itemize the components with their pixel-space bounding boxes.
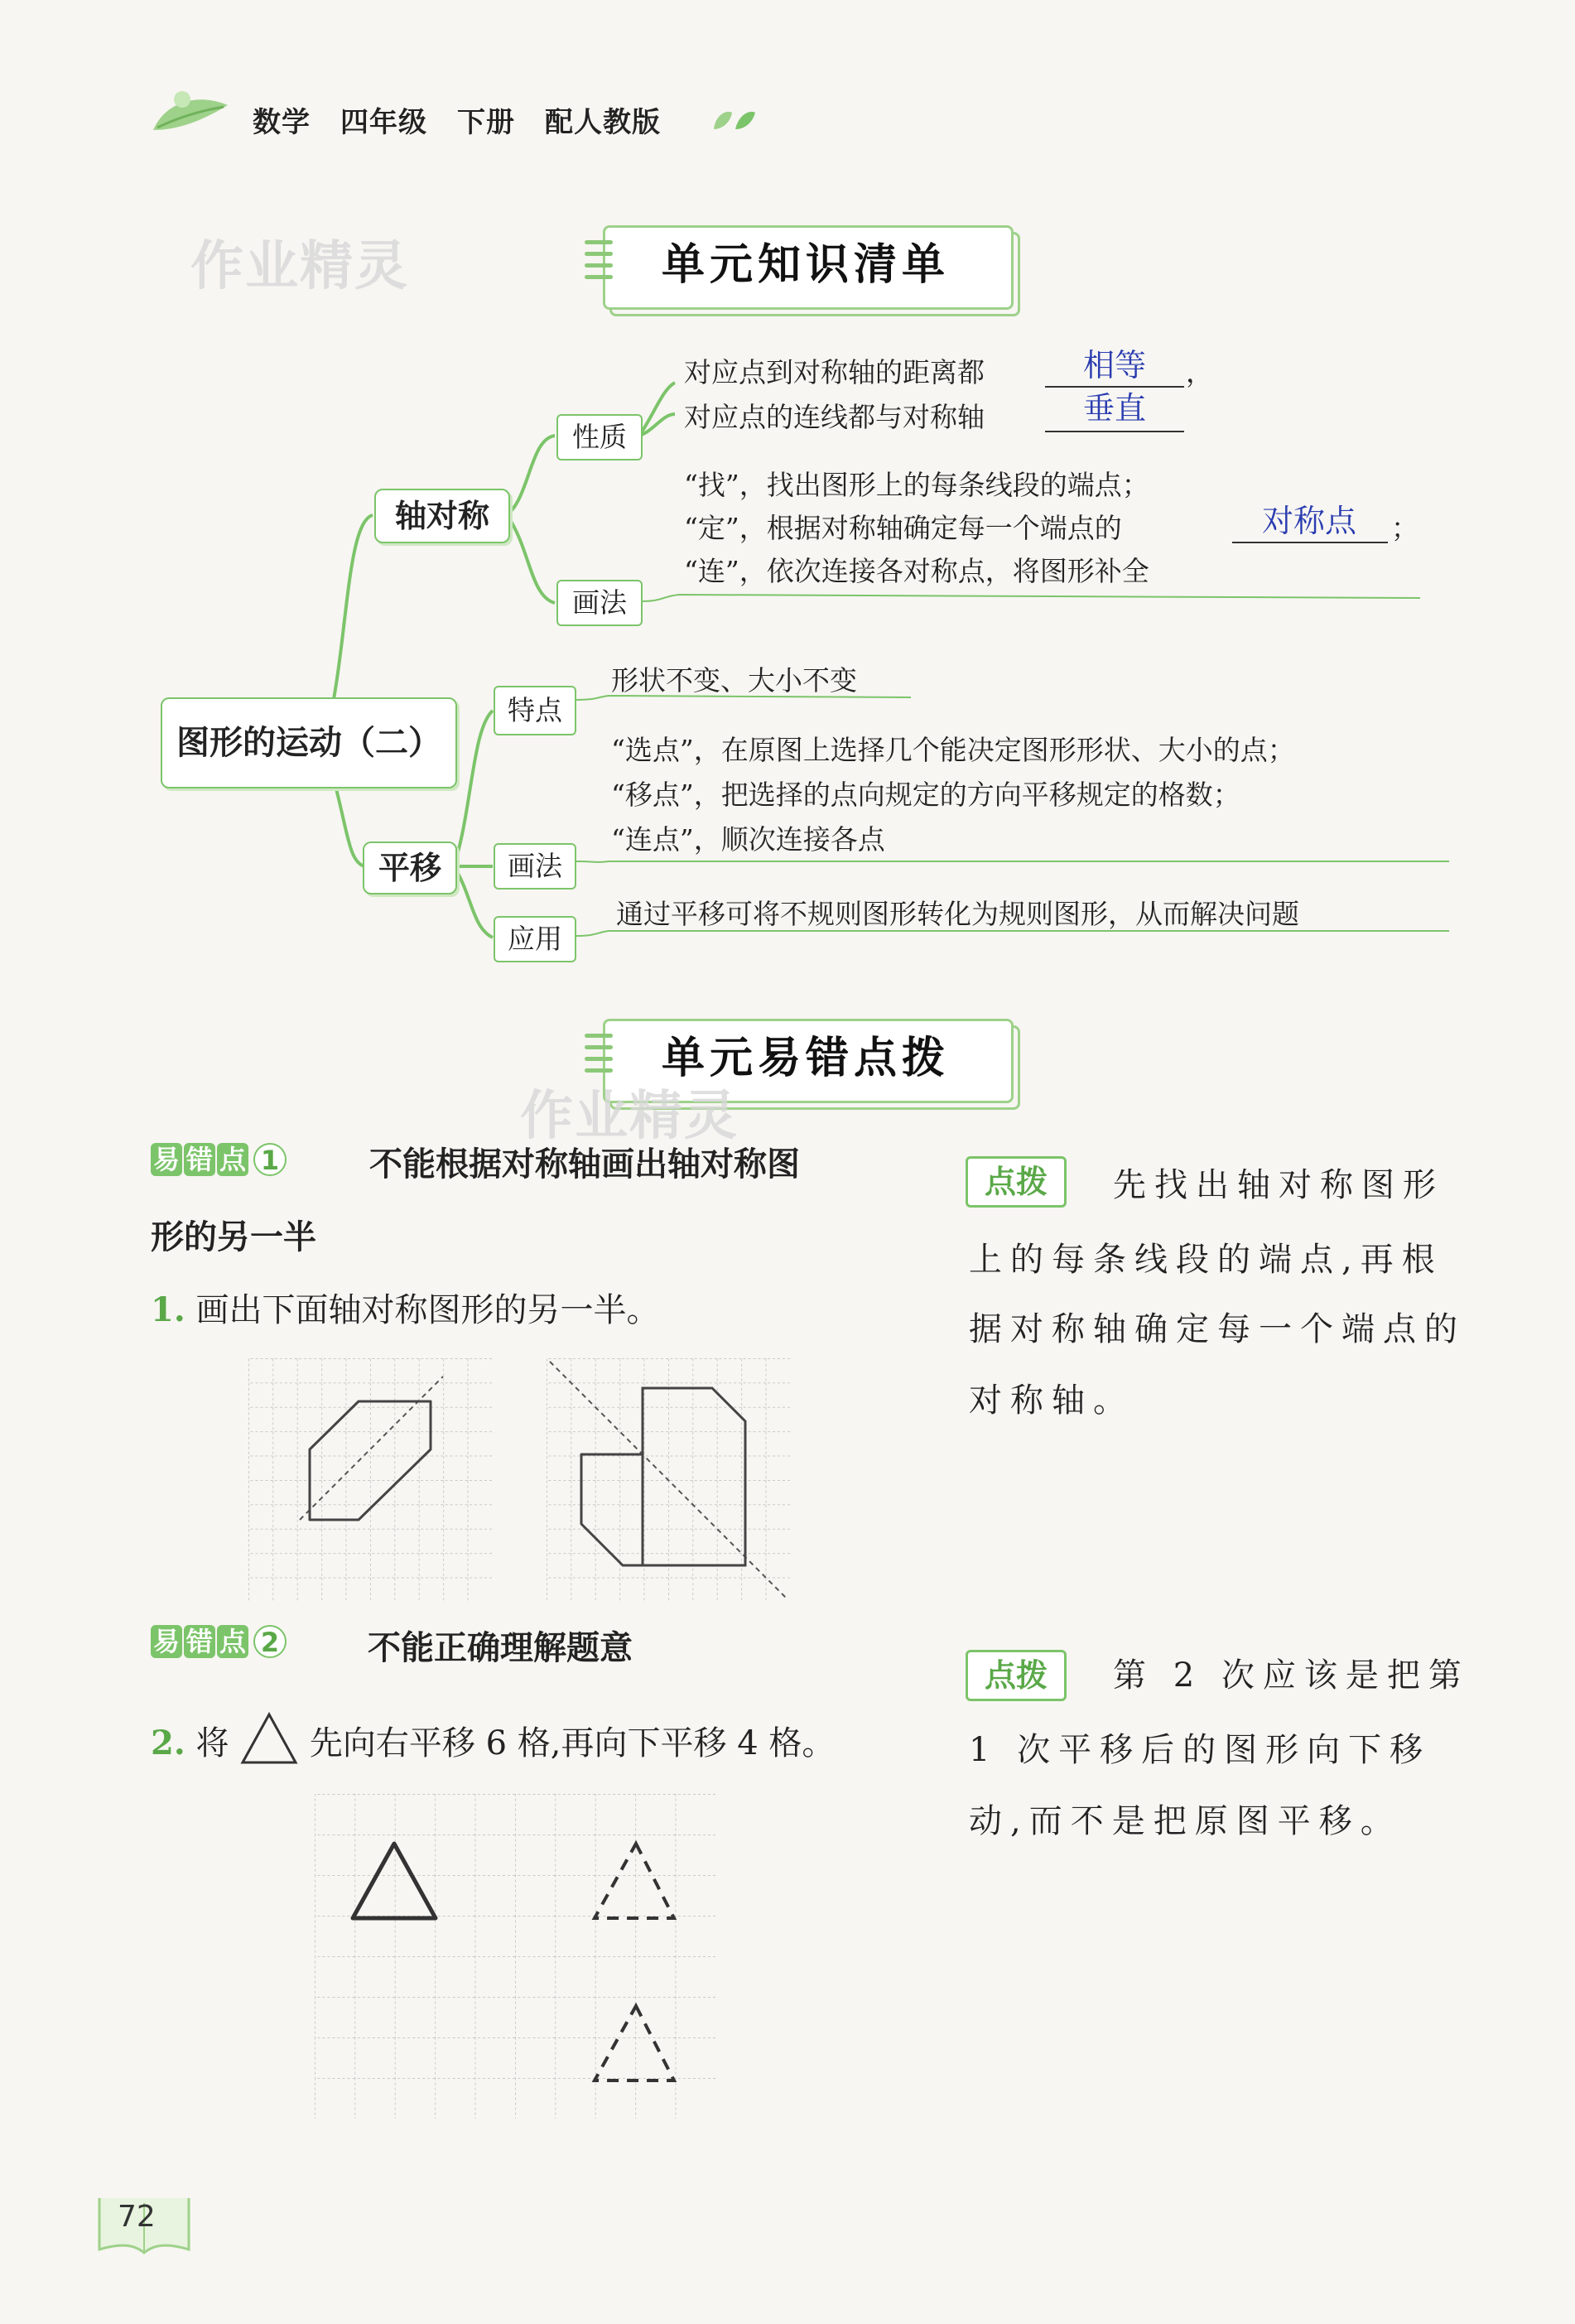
tip1-line1: 先找出轴对称图形 (1113, 1166, 1444, 1204)
header-grade: 四年级 (340, 106, 427, 139)
application-text: 通过平移可将不规则图形转化为规则图形，从而解决问题 (616, 898, 1299, 930)
answer3: 对称点 (1262, 503, 1357, 539)
watermark-2: 作业精灵 (520, 1086, 739, 1147)
tip1-line3: 据对称轴确定每一个端点的 (969, 1310, 1466, 1348)
axis-method-step1: “找”，找出图形上的每条线段的端点； (684, 469, 1149, 501)
error-tag-1: 易 错 点 1 (151, 1143, 287, 1176)
translation-grid-figure (315, 1794, 715, 2119)
mindmap-feature-label: 特点 (494, 686, 576, 735)
translate-method-step3: “连点”，顺次连接各点 (611, 823, 885, 856)
header-volume: 下册 (457, 106, 515, 139)
property-line1-suffix: ， (1186, 356, 1213, 388)
axis-method-step3: “连”，依次连接各对称点，将图形补全 (684, 555, 1149, 587)
error2-title: 不能正确理解题意 (368, 1629, 633, 1667)
mindmap-property-label: 性质 (556, 414, 643, 460)
mindmap-translation: 平移 (363, 841, 457, 894)
mindmap-translate-method-label: 画法 (494, 843, 576, 890)
tip2-line1: 第 2 次应该是把第 (1113, 1656, 1470, 1695)
section-title-text: 单元知识清单 (661, 240, 950, 290)
tip2-label: 点拨 (966, 1650, 1067, 1701)
tip1-label: 点拨 (966, 1156, 1067, 1208)
page-number: 72 (118, 2200, 156, 2234)
tip2-line2: 1 次平移后的图形向下移 (969, 1731, 1432, 1769)
header-edition: 配人教版 (545, 106, 661, 139)
question1: 1. 画出下面轴对称图形的另一半。 (151, 1290, 660, 1329)
axis-method-step2: “定”，根据对称轴确定每一个端点的 (684, 512, 1122, 544)
axis-method-step2-suffix: ； (1391, 512, 1418, 544)
watermark: 作业精灵 (190, 236, 409, 297)
header-subject: 数学 (253, 106, 311, 139)
tip1-line4: 对称轴。 (969, 1381, 1134, 1420)
answer2-blank (1045, 431, 1184, 432)
mindmap-application-label: 应用 (494, 916, 576, 962)
mindmap-root: 图形的运动（二） (161, 697, 457, 788)
symmetry-figure-right (547, 1358, 790, 1602)
mindmap-axis-method-label: 画法 (556, 580, 643, 626)
symmetry-figure-left (248, 1358, 492, 1602)
answer2: 垂直 (1083, 390, 1147, 427)
error1-title-line1: 不能根据对称轴画出轴对称图 (369, 1145, 800, 1184)
mindmap-axis-symmetry: 轴对称 (374, 489, 510, 543)
answer1: 相等 (1083, 347, 1147, 383)
tip1-line2: 上的每条线段的端点,再根 (969, 1241, 1443, 1279)
answer3-blank (1232, 542, 1388, 543)
section2-title-text: 单元易错点拨 (661, 1034, 950, 1083)
question2: 2. 将 先向右平移 6 格,再向下平移 4 格。 (151, 1711, 835, 1766)
translate-method-step1: “选点”，在原图上选择几个能决定图形形状、大小的点； (611, 734, 1295, 766)
tip2-line3: 动,而不是把原图平移。 (969, 1802, 1402, 1840)
property-line2: 对应点的连线都与对称轴 (684, 401, 985, 433)
error1-title-line2: 形的另一半 (151, 1218, 316, 1256)
small-triangle-icon (239, 1711, 299, 1766)
error-tag-2: 易 错 点 2 (151, 1625, 287, 1658)
property-line1: 对应点到对称轴的距离都 (684, 356, 985, 388)
feature-text: 形状不变、大小不变 (611, 664, 857, 697)
translate-method-step2: “移点”，把选择的点向规定的方向平移规定的格数； (611, 779, 1240, 811)
